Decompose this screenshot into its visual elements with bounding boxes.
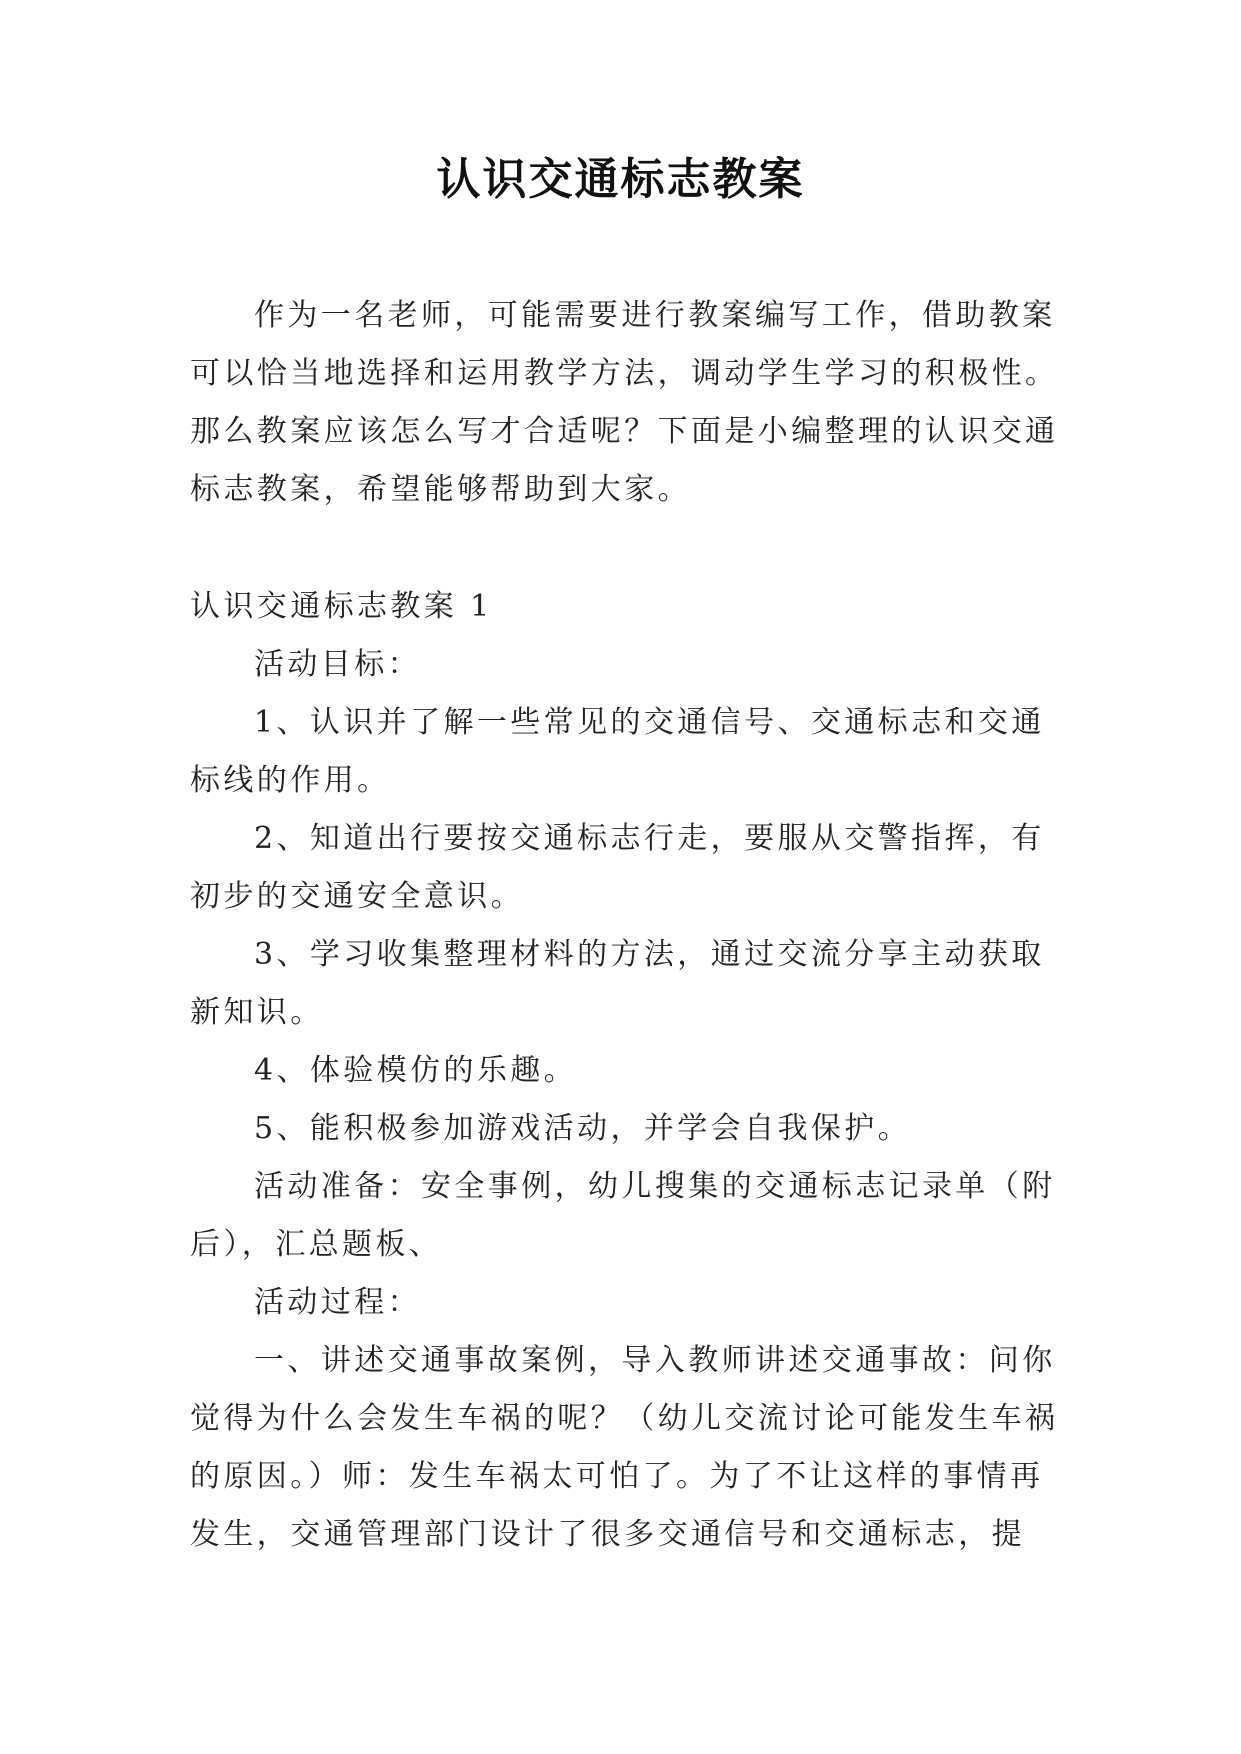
paragraph-preparation: 活动准备：安全事例，幼儿搜集的交通标志记录单（附后），汇总题板、 xyxy=(190,1169,1056,1262)
paragraph-goal-1: 1、认识并了解一些常见的交通信号、交通标志和交通标线的作用。 xyxy=(190,705,1045,798)
section-block xyxy=(190,578,1060,1564)
paragraph-goal-label: 活动目标： xyxy=(254,647,421,682)
paragraph-goal-5: 5、能积极参加游戏活动，并学会自我保护。 xyxy=(254,1111,912,1146)
paragraph-goal-4: 4、体验模仿的乐趣。 xyxy=(254,1053,578,1088)
document-title: 认识交通标志教案 xyxy=(436,154,805,205)
paragraph-goal-2: 2、知道出行要按交通标志行走，要服从交警指挥，有初步的交通安全意识。 xyxy=(190,821,1045,914)
intro-block xyxy=(190,287,1060,519)
paragraph-process-label: 活动过程： xyxy=(254,1285,421,1320)
section-heading: 认识交通标志教案 1 xyxy=(190,589,493,624)
paragraph-process-step-1: 一、讲述交通事故案例，导入教师讲述交通事故：问你觉得为什么会发生车祸的呢？（幼儿交流讨论可能发生车祸的原因。）师：发生车祸太可怕了。为了不让这样的事情再发生，交通管理部门设计了很多交通信号和交通标志，提 xyxy=(190,1343,1059,1552)
paragraph-goal-3: 3、学习收集整理材料的方法，通过交流分享主动获取新知识。 xyxy=(190,937,1045,1030)
intro-paragraph: 作为一名老师，可能需要进行教案编写工作，借助教案可以恰当地选择和运用教学方法，调动学生学习的积极性。那么教案应该怎么写才合适呢？下面是小编整理的认识交通标志教案，希望能够帮助到大家。 xyxy=(190,298,1059,507)
